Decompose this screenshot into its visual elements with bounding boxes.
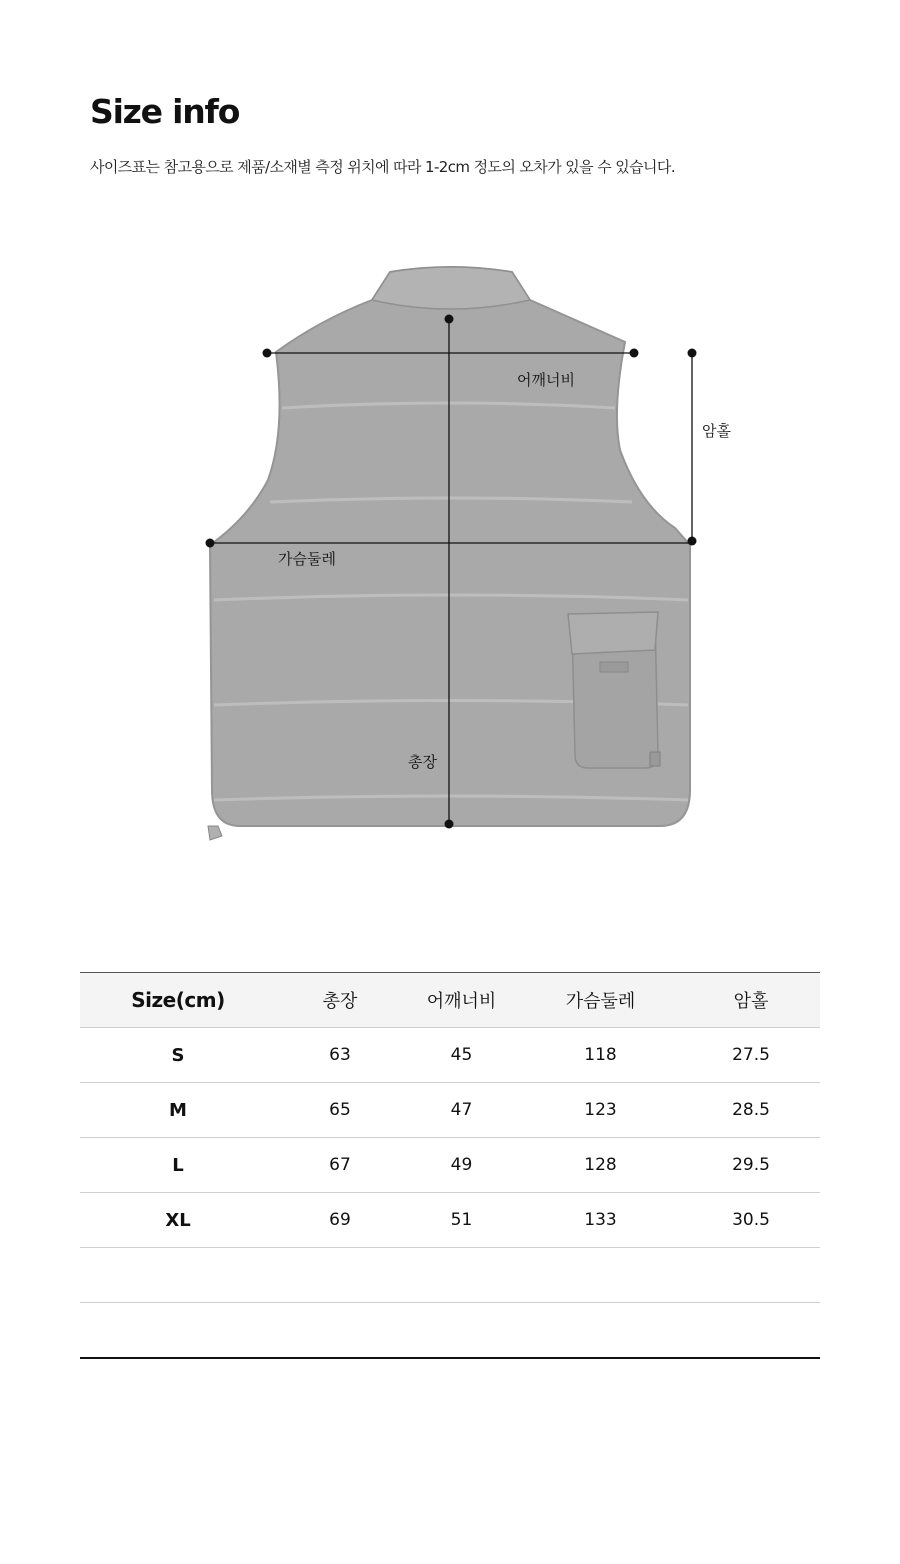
table-row (80, 1303, 820, 1359)
cell-length: 63 (276, 1028, 404, 1083)
cell-armhole (682, 1303, 820, 1359)
label-armhole: 암홀 (702, 422, 731, 440)
cell-armhole: 29.5 (682, 1138, 820, 1193)
cell-length (276, 1248, 404, 1303)
row-size: M (80, 1083, 276, 1138)
cell-shoulder (404, 1248, 519, 1303)
cargo-pocket (568, 612, 658, 768)
chest-point-left (206, 539, 215, 548)
armhole-point-top (688, 349, 697, 358)
row-size: XL (80, 1193, 276, 1248)
cell-shoulder (404, 1303, 519, 1359)
cell-armhole: 28.5 (682, 1083, 820, 1138)
hem-toggle (208, 826, 222, 840)
cell-chest: 128 (519, 1138, 682, 1193)
cell-shoulder: 47 (404, 1083, 519, 1138)
vest-diagram (0, 230, 900, 870)
size-table (80, 972, 820, 1359)
cell-chest (519, 1248, 682, 1303)
header-chest: 가슴둘레 (519, 973, 682, 1028)
table-row (80, 1028, 820, 1083)
cell-armhole (682, 1248, 820, 1303)
length-point-top (445, 315, 454, 324)
shoulder-point-right (630, 349, 639, 358)
header-size: Size(cm) (80, 973, 276, 1028)
cell-armhole: 30.5 (682, 1193, 820, 1248)
table-header-row (80, 973, 820, 1028)
cell-length (276, 1303, 404, 1359)
table-row (80, 1138, 820, 1193)
size-note: 사이즈표는 참고용으로 제품/소재별 측정 위치에 따라 1-2cm 정도의 오차가 있을 수 있습니다. (90, 158, 675, 176)
cell-shoulder: 45 (404, 1028, 519, 1083)
label-length: 총장 (408, 753, 437, 771)
chest-point-right (688, 537, 697, 546)
table-row (80, 1083, 820, 1138)
table-row (80, 1248, 820, 1303)
header-armhole: 암홀 (682, 973, 820, 1028)
cell-armhole: 27.5 (682, 1028, 820, 1083)
page-title: Size info (90, 92, 240, 131)
cell-length: 65 (276, 1083, 404, 1138)
cell-chest: 123 (519, 1083, 682, 1138)
row-size: S (80, 1028, 276, 1083)
cell-chest: 133 (519, 1193, 682, 1248)
header-shoulder: 어깨너비 (404, 973, 519, 1028)
cell-shoulder: 51 (404, 1193, 519, 1248)
cell-chest: 118 (519, 1028, 682, 1083)
shoulder-point-left (263, 349, 272, 358)
length-point-bottom (445, 820, 454, 829)
label-chest: 가슴둘레 (278, 550, 336, 568)
row-size: L (80, 1138, 276, 1193)
label-shoulder: 어깨너비 (517, 371, 575, 389)
cell-length: 67 (276, 1138, 404, 1193)
cell-chest (519, 1303, 682, 1359)
cell-shoulder: 49 (404, 1138, 519, 1193)
row-size (80, 1303, 276, 1359)
vest-collar (372, 267, 530, 309)
header-length: 총장 (276, 973, 404, 1028)
table-row (80, 1193, 820, 1248)
cell-length: 69 (276, 1193, 404, 1248)
row-size (80, 1248, 276, 1303)
